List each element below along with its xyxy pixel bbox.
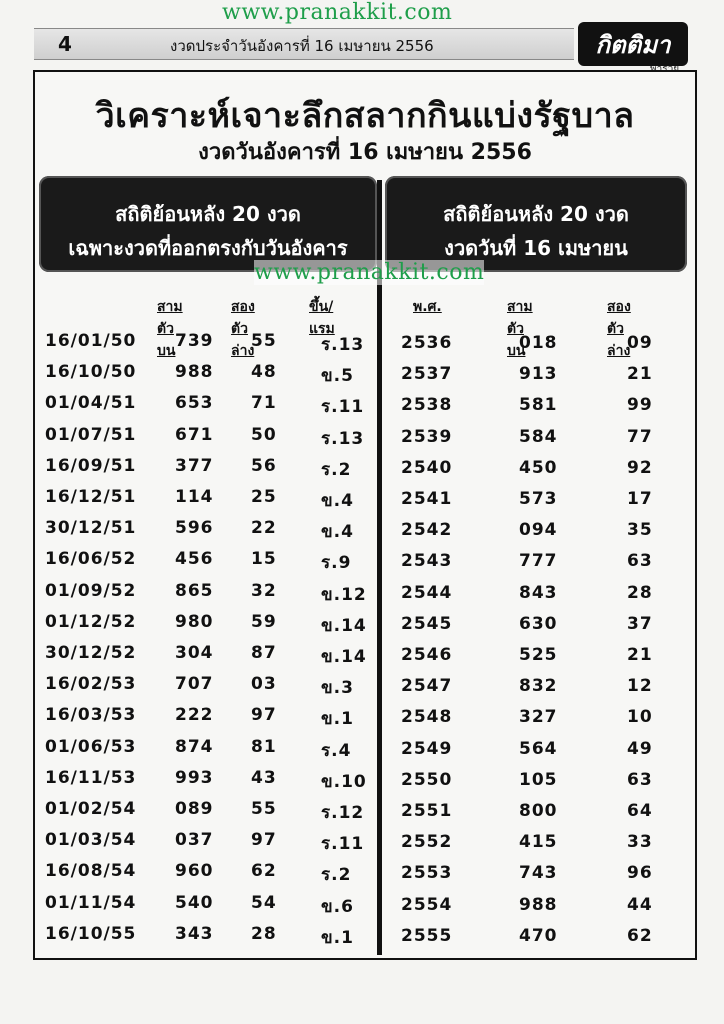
three-digit-cell: 581 <box>519 395 558 416</box>
two-digit-cell: 28 <box>251 923 277 944</box>
two-digit-cell: 35 <box>627 520 653 541</box>
lunar-phase-cell: ร.9 <box>321 553 352 574</box>
lunar-phase-cell: ร.2 <box>321 865 352 886</box>
three-digit-cell: 777 <box>519 551 558 572</box>
lunar-phase-cell: ร.11 <box>321 834 365 855</box>
year-cell: 2539 <box>401 426 453 447</box>
three-digit-cell: 094 <box>519 520 558 541</box>
three-digit-cell: 377 <box>175 455 214 476</box>
year-cell: 2546 <box>401 645 453 665</box>
two-digit-cell: 63 <box>627 551 653 572</box>
right-panel-header <box>385 176 687 272</box>
draw-date-cell: 01/07/51 <box>45 424 137 445</box>
three-digit-cell: 993 <box>175 767 214 788</box>
three-digit-cell: 450 <box>519 457 558 478</box>
two-digit-cell: 25 <box>251 487 277 507</box>
two-digit-cell: 12 <box>627 676 653 697</box>
two-digit-cell: 63 <box>627 769 653 790</box>
two-digit-cell: 87 <box>251 643 277 663</box>
publication-logo: กิตติมา <box>578 22 688 66</box>
column-header: สองตัวล่าง <box>607 299 631 359</box>
watermark-middle: www.pranakkit.com <box>254 260 485 285</box>
two-digit-cell: 44 <box>627 894 653 915</box>
year-cell: 2553 <box>401 863 453 884</box>
two-digit-cell: 28 <box>627 582 653 603</box>
two-digit-cell: 32 <box>251 580 277 601</box>
three-digit-cell: 456 <box>175 549 214 570</box>
three-digit-cell: 304 <box>175 643 214 663</box>
three-digit-cell: 415 <box>519 832 558 853</box>
three-digit-cell: 874 <box>175 736 214 757</box>
three-digit-cell: 843 <box>519 582 558 603</box>
three-digit-cell: 800 <box>519 801 558 821</box>
year-cell: 2545 <box>401 613 453 634</box>
two-digit-cell: 21 <box>627 364 653 385</box>
column-header: สามตัวบน <box>507 299 533 359</box>
issue-line: งวดประจำวันอังคารที่ 16 เมษายน 2556 <box>170 37 434 55</box>
lunar-phase-cell: ข.3 <box>321 678 354 699</box>
three-digit-cell: 596 <box>175 518 214 539</box>
lunar-phase-cell: ร.13 <box>321 335 365 355</box>
two-digit-cell: 55 <box>251 799 277 819</box>
draw-date-cell: 16/06/52 <box>45 549 137 570</box>
three-digit-cell: 653 <box>175 393 214 414</box>
year-cell: 2543 <box>401 551 453 572</box>
two-digit-cell: 92 <box>627 457 653 478</box>
draw-date-cell: 01/09/52 <box>45 580 137 601</box>
two-digit-cell: 03 <box>251 674 277 695</box>
draw-date-cell: 16/09/51 <box>45 455 137 476</box>
lunar-phase-cell: ข.4 <box>321 522 354 543</box>
column-header: สองตัวล่าง <box>231 299 255 359</box>
draw-date-cell: 16/10/55 <box>45 923 137 944</box>
three-digit-cell: 327 <box>519 707 558 728</box>
right-panel-line1: สถิติย้อนหลัง 20 งวด <box>443 202 629 226</box>
three-digit-cell: 832 <box>519 676 558 697</box>
two-digit-cell: 71 <box>251 393 277 414</box>
article-frame <box>33 70 697 960</box>
lunar-phase-cell: ข.6 <box>321 896 354 917</box>
year-cell: 2542 <box>401 520 453 541</box>
draw-date-cell: 01/02/54 <box>45 799 137 819</box>
two-digit-cell: 15 <box>251 549 277 570</box>
three-digit-cell: 980 <box>175 611 214 632</box>
year-cell: 2537 <box>401 364 453 385</box>
year-cell: 2552 <box>401 832 453 853</box>
draw-date-cell: 16/12/51 <box>45 487 137 507</box>
column-header: พ.ศ. <box>413 299 442 315</box>
year-cell: 2538 <box>401 395 453 416</box>
column-header: สามตัวบน <box>157 299 183 359</box>
lunar-phase-cell: ร.2 <box>321 459 352 480</box>
left-panel-header <box>39 176 377 272</box>
two-digit-cell: 77 <box>627 426 653 447</box>
two-digit-cell: 10 <box>627 707 653 728</box>
lunar-phase-cell: ข.14 <box>321 647 367 667</box>
two-digit-cell: 62 <box>627 925 653 946</box>
lunar-phase-cell: ร.12 <box>321 803 365 823</box>
three-digit-cell: 470 <box>519 925 558 946</box>
two-digit-cell: 43 <box>251 767 277 788</box>
lunar-phase-cell: ข.1 <box>321 927 354 948</box>
two-digit-cell: 21 <box>627 645 653 665</box>
three-digit-cell: 222 <box>175 705 214 726</box>
draw-date-cell: 16/02/53 <box>45 674 137 695</box>
three-digit-cell: 913 <box>519 364 558 385</box>
lunar-phase-cell: ข.12 <box>321 584 367 605</box>
draw-date-cell: 30/12/52 <box>45 643 137 663</box>
two-digit-cell: 59 <box>251 611 277 632</box>
three-digit-cell: 865 <box>175 580 214 601</box>
three-digit-cell: 960 <box>175 861 214 882</box>
two-digit-cell: 49 <box>627 738 653 759</box>
three-digit-cell: 988 <box>175 362 214 383</box>
two-digit-cell: 62 <box>251 861 277 882</box>
column-divider <box>377 180 382 955</box>
lunar-phase-cell: ข.1 <box>321 709 354 730</box>
year-cell: 2549 <box>401 738 453 759</box>
three-digit-cell: 089 <box>175 799 214 819</box>
three-digit-cell: 573 <box>519 489 558 509</box>
year-cell: 2550 <box>401 769 453 790</box>
draw-date-cell: 01/04/51 <box>45 393 137 414</box>
three-digit-cell: 743 <box>519 863 558 884</box>
two-digit-cell: 96 <box>627 863 653 884</box>
lunar-phase-cell: ร.11 <box>321 397 365 418</box>
watermark-top: www.pranakkit.com <box>222 0 453 25</box>
page-title: วิเคราะห์เจาะลึกสลากกินแบ่งรัฐบาล <box>95 96 635 136</box>
three-digit-cell: 114 <box>175 487 214 507</box>
draw-date-cell: 16/03/53 <box>45 705 137 726</box>
three-digit-cell: 671 <box>175 424 214 445</box>
year-cell: 2547 <box>401 676 453 697</box>
column-header: ขึ้น/แรม <box>309 299 335 337</box>
page-subtitle: งวดวันอังคารที่ 16 เมษายน 2556 <box>198 140 532 165</box>
lunar-phase-cell: ข.4 <box>321 491 354 511</box>
three-digit-cell: 105 <box>519 769 558 790</box>
lunar-phase-cell: ข.14 <box>321 615 367 636</box>
three-digit-cell: 707 <box>175 674 214 695</box>
two-digit-cell: 97 <box>251 830 277 851</box>
draw-date-cell: 16/11/53 <box>45 767 137 788</box>
three-digit-cell: 018 <box>519 333 558 353</box>
draw-date-cell: 16/01/50 <box>45 331 137 351</box>
lunar-phase-cell: ข.10 <box>321 771 367 792</box>
three-digit-cell: 988 <box>519 894 558 915</box>
draw-date-cell: 01/03/54 <box>45 830 137 851</box>
year-cell: 2554 <box>401 894 453 915</box>
draw-date-cell: 01/11/54 <box>45 892 137 913</box>
two-digit-cell: 99 <box>627 395 653 416</box>
draw-date-cell: 16/10/50 <box>45 362 137 383</box>
two-digit-cell: 54 <box>251 892 277 913</box>
two-digit-cell: 33 <box>627 832 653 853</box>
year-cell: 2541 <box>401 489 453 509</box>
draw-date-cell: 01/12/52 <box>45 611 137 632</box>
two-digit-cell: 56 <box>251 455 277 476</box>
right-panel-line2: งวดวันที่ 16 เมษายน <box>444 236 628 260</box>
three-digit-cell: 525 <box>519 645 558 665</box>
two-digit-cell: 97 <box>251 705 277 726</box>
draw-date-cell: 16/08/54 <box>45 861 137 882</box>
three-digit-cell: 739 <box>175 331 214 351</box>
year-cell: 2551 <box>401 801 453 821</box>
lunar-phase-cell: ร.13 <box>321 428 365 449</box>
two-digit-cell: 17 <box>627 489 653 509</box>
year-cell: 2544 <box>401 582 453 603</box>
two-digit-cell: 81 <box>251 736 277 757</box>
lunar-phase-cell: ร.4 <box>321 740 352 761</box>
year-cell: 2540 <box>401 457 453 478</box>
two-digit-cell: 09 <box>627 333 653 353</box>
year-cell: 2555 <box>401 925 453 946</box>
three-digit-cell: 343 <box>175 923 214 944</box>
two-digit-cell: 37 <box>627 613 653 634</box>
year-cell: 2548 <box>401 707 453 728</box>
two-digit-cell: 64 <box>627 801 653 821</box>
three-digit-cell: 037 <box>175 830 214 851</box>
left-panel-line1: สถิติย้อนหลัง 20 งวด <box>115 202 301 226</box>
draw-date-cell: 30/12/51 <box>45 518 137 539</box>
two-digit-cell: 48 <box>251 362 277 383</box>
year-cell: 2536 <box>401 333 453 353</box>
draw-date-cell: 01/06/53 <box>45 736 137 757</box>
two-digit-cell: 22 <box>251 518 277 539</box>
left-panel-line2: เฉพาะงวดที่ออกตรงกับวันอังคาร <box>68 236 348 260</box>
three-digit-cell: 584 <box>519 426 558 447</box>
page-number: 4 <box>58 32 72 56</box>
three-digit-cell: 630 <box>519 613 558 634</box>
three-digit-cell: 540 <box>175 892 214 913</box>
two-digit-cell: 50 <box>251 424 277 445</box>
lunar-phase-cell: ข.5 <box>321 366 354 387</box>
two-digit-cell: 55 <box>251 331 277 351</box>
three-digit-cell: 564 <box>519 738 558 759</box>
